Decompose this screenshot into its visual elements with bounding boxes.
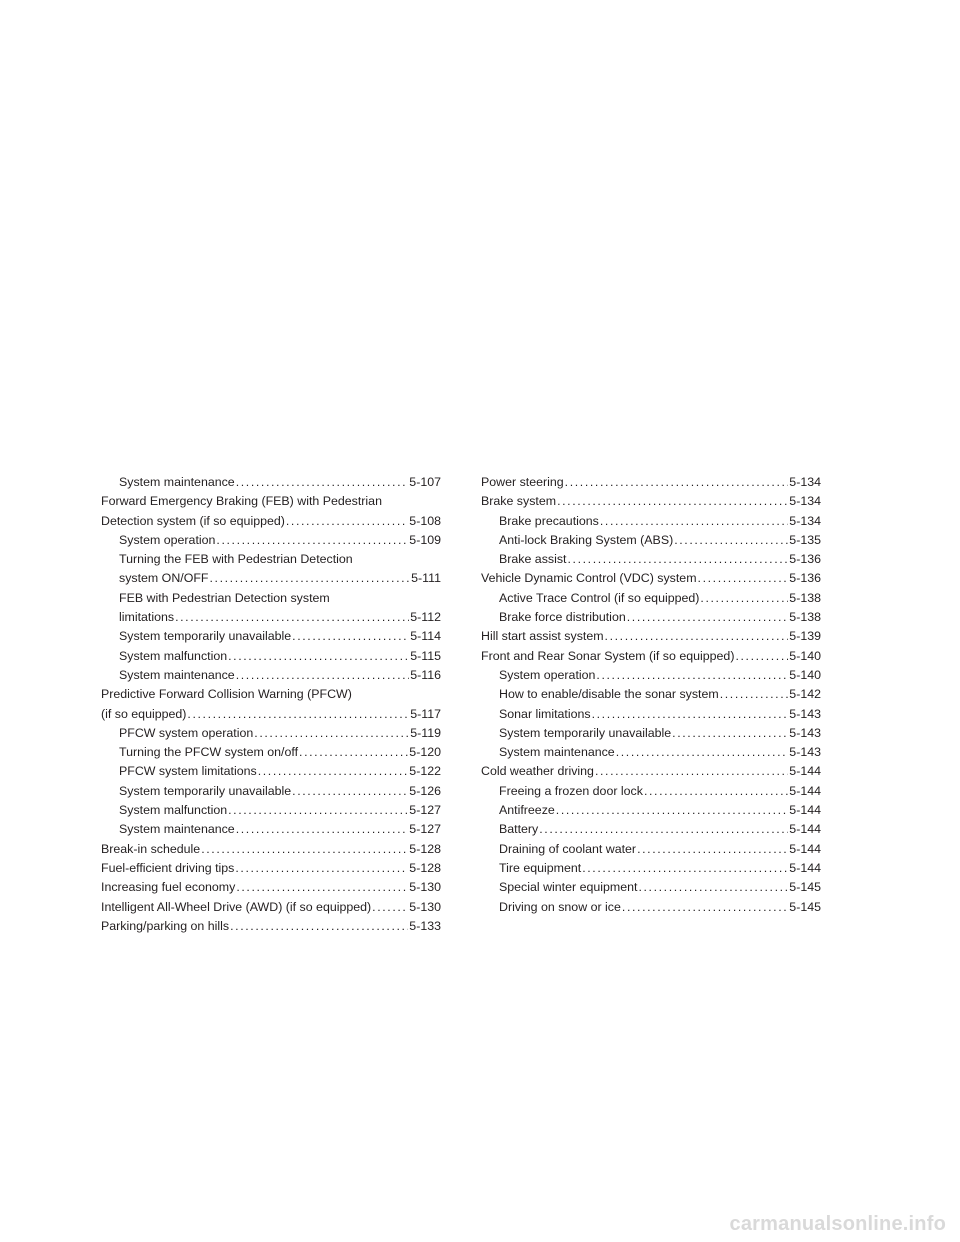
- toc-entry-page: 5-114: [410, 629, 441, 644]
- toc-entry-page: 5-127: [409, 822, 441, 837]
- toc-entry-title: Turning the PFCW system on/off: [119, 743, 299, 762]
- dot-leader: [700, 589, 788, 608]
- dot-leader: [228, 801, 408, 820]
- toc-entry[interactable]: [481, 569, 821, 588]
- toc-entry-page: 5-136: [789, 571, 821, 586]
- dot-leader: [672, 724, 788, 743]
- toc-entry-title: Driving on snow or ice: [499, 898, 622, 917]
- toc-entry-page: 5-144: [789, 803, 821, 818]
- toc-entry-page: 5-128: [409, 860, 441, 875]
- dot-leader: [595, 762, 788, 781]
- dot-leader: [230, 917, 408, 936]
- dot-leader: [254, 724, 409, 743]
- toc-entry[interactable]: [481, 762, 821, 781]
- dot-leader: [258, 762, 409, 781]
- toc-entry-page: 5-127: [409, 803, 441, 818]
- toc-entry-page: 5-143: [789, 725, 821, 740]
- toc-entry[interactable]: [481, 782, 821, 801]
- toc-entry-title: Cold weather driving: [481, 762, 595, 781]
- toc-entry-page: 5-112: [410, 610, 441, 625]
- toc-entry[interactable]: [481, 531, 821, 550]
- dot-leader: [735, 647, 788, 666]
- toc-entry-page: 5-134: [789, 475, 821, 489]
- dot-leader: [201, 840, 408, 859]
- toc-entry[interactable]: [101, 724, 441, 743]
- toc-entry[interactable]: [481, 666, 821, 685]
- toc-entry-page: 5-120: [409, 745, 441, 760]
- toc-entry[interactable]: [101, 647, 441, 666]
- toc-entry-title: Brake force distribution: [499, 608, 627, 627]
- toc-entry-page: 5-145: [789, 880, 821, 895]
- toc-entry-page: 5-116: [410, 667, 441, 682]
- toc-entry[interactable]: [481, 589, 821, 608]
- dot-leader: [627, 608, 789, 627]
- toc-entry-title: system ON/OFF: [119, 569, 210, 588]
- toc-entry-title: FEB with Pedestrian Detection system: [119, 590, 330, 605]
- toc-entry-page: 5-139: [789, 629, 821, 644]
- toc-column-left: [101, 473, 441, 936]
- dot-leader: [539, 820, 788, 839]
- toc-entry-title: Anti-lock Braking System (ABS): [499, 531, 674, 550]
- toc-entry-title: System temporarily unavailable: [119, 627, 292, 646]
- dot-leader: [216, 531, 408, 550]
- toc-entry-page: 5-135: [789, 532, 821, 547]
- toc-entry[interactable]: [101, 473, 441, 492]
- toc-entry-page: 5-140: [789, 667, 821, 682]
- toc-entry[interactable]: [101, 859, 441, 878]
- toc-entry-page: 5-111: [411, 571, 441, 586]
- dot-leader: [286, 512, 408, 531]
- toc-entry-title: (if so equipped): [101, 705, 187, 724]
- toc-entry[interactable]: [481, 705, 821, 724]
- toc-entry-title: Detection system (if so equipped): [101, 512, 286, 531]
- toc-entry[interactable]: [481, 801, 821, 820]
- dot-leader: [644, 782, 788, 801]
- toc-entry[interactable]: [101, 762, 441, 781]
- toc-entry-title: Vehicle Dynamic Control (VDC) system: [481, 569, 698, 588]
- toc-entry[interactable]: [481, 724, 821, 743]
- dot-leader: [638, 878, 788, 897]
- toc-entry[interactable]: [101, 801, 441, 820]
- toc-entry[interactable]: [101, 898, 441, 917]
- toc-entry[interactable]: [101, 627, 441, 646]
- dot-leader: [600, 512, 788, 531]
- toc-entry-title: Forward Emergency Braking (FEB) with Pedestrian: [101, 494, 382, 509]
- toc-entry-title: Antifreeze: [499, 801, 556, 820]
- toc-entry-title: Active Trace Control (if so equipped): [499, 589, 700, 608]
- toc-entry-title: PFCW system operation: [119, 724, 254, 743]
- toc-entry-page: 5-119: [410, 725, 441, 740]
- toc-entry-title: Parking/parking on hills: [101, 917, 230, 936]
- toc-entry[interactable]: [101, 492, 441, 531]
- dot-leader: [236, 820, 409, 839]
- dot-leader: [236, 666, 410, 685]
- toc-entry-title: Break-in schedule: [101, 840, 201, 859]
- dot-leader: [720, 685, 789, 704]
- dot-leader: [299, 743, 408, 762]
- toc-entry-title: Battery: [499, 820, 539, 839]
- toc-entry-page: 5-144: [789, 860, 821, 875]
- toc-entry[interactable]: [101, 685, 441, 724]
- toc-entry-title: System malfunction: [119, 647, 228, 666]
- toc-entry-title: Brake assist: [499, 550, 567, 569]
- toc-entry-title: System operation: [499, 666, 596, 685]
- toc-entry-page: 5-143: [789, 745, 821, 760]
- toc-entry-page: 5-144: [789, 841, 821, 856]
- toc-entry[interactable]: [481, 859, 821, 878]
- toc-entry-page: 5-108: [409, 513, 441, 528]
- dot-leader: [605, 627, 789, 646]
- watermark: carmanualsonline.info: [729, 1213, 946, 1235]
- toc-entry[interactable]: [481, 743, 821, 762]
- toc-entry-title: Special winter equipment: [499, 878, 638, 897]
- toc-entry[interactable]: [481, 820, 821, 839]
- dot-leader: [565, 473, 789, 492]
- toc-entry-title: How to enable/disable the sonar system: [499, 685, 720, 704]
- dot-leader: [637, 840, 788, 859]
- dot-leader: [674, 531, 788, 550]
- toc-entry-page: 5-109: [409, 532, 441, 547]
- dot-leader: [557, 492, 788, 511]
- toc-entry[interactable]: [101, 840, 441, 859]
- toc-entry-title: Brake precautions: [499, 512, 600, 531]
- dot-leader: [187, 705, 409, 724]
- dot-leader: [556, 801, 789, 820]
- toc-entry-title: Turning the FEB with Pedestrian Detection: [119, 552, 353, 567]
- toc-entry-page: 5-138: [789, 610, 821, 625]
- toc-entry[interactable]: [481, 647, 821, 666]
- toc-entry-page: 5-144: [789, 764, 821, 779]
- toc-entry-title: System maintenance: [119, 666, 236, 685]
- dot-leader: [698, 569, 789, 588]
- toc-entry-title: System temporarily unavailable: [499, 724, 672, 743]
- dot-leader: [292, 627, 409, 646]
- toc-entry[interactable]: [101, 550, 441, 589]
- toc-entry-title: limitations: [119, 608, 175, 627]
- toc-entry-page: 5-143: [789, 706, 821, 721]
- toc-entry-page: 5-115: [410, 648, 441, 663]
- toc-entry-page: 5-130: [409, 880, 441, 895]
- toc-entry[interactable]: [101, 589, 441, 628]
- toc-entry-title: Sonar limitations: [499, 705, 592, 724]
- toc-entry-page: 5-126: [409, 783, 441, 798]
- toc-entry[interactable]: [101, 917, 441, 936]
- toc-entry[interactable]: [481, 685, 821, 704]
- toc-entry[interactable]: [101, 666, 441, 685]
- dot-leader: [292, 782, 408, 801]
- toc-entry-page: 5-130: [409, 899, 441, 914]
- dot-leader: [235, 859, 408, 878]
- dot-leader: [210, 569, 411, 588]
- toc-entry-title: Fuel-efficient driving tips: [101, 859, 235, 878]
- toc-entry-title: Increasing fuel economy: [101, 878, 236, 897]
- toc-entry-title: System operation: [119, 531, 216, 550]
- toc-entry-page: 5-107: [409, 475, 441, 489]
- toc-entry[interactable]: [101, 782, 441, 801]
- toc-entry[interactable]: [101, 878, 441, 897]
- toc-entry-title: System maintenance: [119, 820, 236, 839]
- toc-entry[interactable]: [481, 898, 821, 917]
- toc-entry-title: System maintenance: [499, 743, 616, 762]
- toc-entry-page: 5-145: [789, 899, 821, 914]
- toc-entry-page: 5-140: [789, 648, 821, 663]
- toc-entry-page: 5-133: [409, 918, 441, 933]
- toc-column-right: [481, 473, 821, 917]
- toc-entry-page: 5-122: [409, 764, 441, 779]
- toc-entry[interactable]: [101, 531, 441, 550]
- toc-entry[interactable]: [481, 550, 821, 569]
- dot-leader: [596, 666, 788, 685]
- toc-entry-page: 5-144: [789, 822, 821, 837]
- toc-entry-title: Freeing a frozen door lock: [499, 782, 644, 801]
- toc-entry-title: Power steering: [481, 473, 565, 492]
- dot-leader: [236, 878, 408, 897]
- toc-entry-title: Predictive Forward Collision Warning (PFCW): [101, 687, 352, 702]
- dot-leader: [567, 550, 788, 569]
- toc-entry[interactable]: [481, 840, 821, 859]
- toc-entry-page: 5-144: [789, 783, 821, 798]
- toc-entry[interactable]: [481, 492, 821, 511]
- toc-entry-title: Intelligent All-Wheel Drive (AWD) (if so equipped): [101, 898, 372, 917]
- toc-entry-page: 5-134: [789, 513, 821, 528]
- toc-entry-title: PFCW system limitations: [119, 762, 258, 781]
- dot-leader: [592, 705, 789, 724]
- toc-entry-page: 5-138: [789, 590, 821, 605]
- toc-entry-title: Front and Rear Sonar System (if so equipped): [481, 647, 735, 666]
- toc-entry-page: 5-142: [789, 687, 821, 702]
- toc-entry-title: System maintenance: [119, 473, 236, 492]
- dot-leader: [236, 473, 409, 492]
- toc-entry[interactable]: [481, 473, 821, 492]
- toc-entry-page: 5-134: [789, 494, 821, 509]
- toc-entry-title: Draining of coolant water: [499, 840, 637, 859]
- toc-entry[interactable]: [481, 512, 821, 531]
- toc-entry-title: Brake system: [481, 492, 557, 511]
- toc-entry-page: 5-128: [409, 841, 441, 856]
- dot-leader: [582, 859, 788, 878]
- toc-entry-title: System malfunction: [119, 801, 228, 820]
- dot-leader: [622, 898, 788, 917]
- dot-leader: [175, 608, 409, 627]
- toc-entry[interactable]: [101, 743, 441, 762]
- toc-entry[interactable]: [481, 878, 821, 897]
- toc-entry-title: Hill start assist system: [481, 627, 605, 646]
- dot-leader: [372, 898, 408, 917]
- toc-entry-page: 5-117: [410, 706, 441, 721]
- toc-entry[interactable]: [481, 627, 821, 646]
- toc-entry-title: Tire equipment: [499, 859, 582, 878]
- toc-entry[interactable]: [481, 608, 821, 627]
- toc-entry[interactable]: [101, 820, 441, 839]
- toc-entry-title: System temporarily unavailable: [119, 782, 292, 801]
- dot-leader: [616, 743, 789, 762]
- toc-entry-page: 5-136: [789, 552, 821, 567]
- dot-leader: [228, 647, 409, 666]
